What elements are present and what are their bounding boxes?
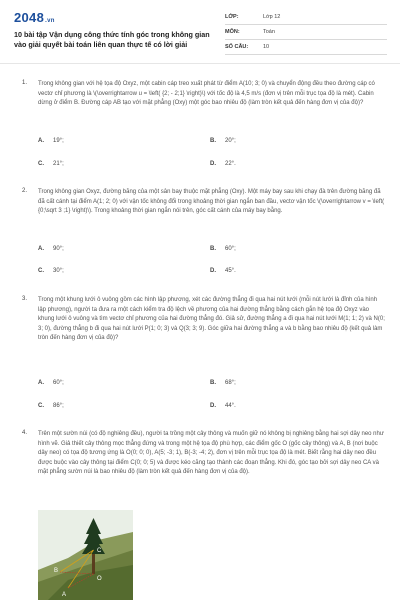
info-value: Lớp 12 xyxy=(263,14,281,20)
option-c[interactable]: C. 86°; xyxy=(38,403,64,409)
option-a[interactable]: A. 19°; xyxy=(38,138,64,144)
option-d[interactable]: D. 45°. xyxy=(210,268,236,274)
option-c[interactable]: C. 30°; xyxy=(38,268,64,274)
info-value: Toán xyxy=(263,29,275,35)
label-o: O xyxy=(97,576,102,582)
question-number: 2. xyxy=(22,188,28,194)
question-text: Trong không gian Oxyz, đường băng của một sân bay thuộc mặt phẳng (Oxy). Một máy bay sau khi chạy đà trên đường băng đã đã cất cánh tại điểm A(1; 2; 0) với vận tốc không đổi trong khoảng thời gian ngắn ban đầu, vectơ vận tốc \(\overrightarrow v = \left( {0;\sqrt 3 ;1} \right)\). Trong khoảng thời gian ngắn nói trên, góc cất cánh của máy bay bằng. xyxy=(38,189,385,214)
option-d[interactable]: D. 22°. xyxy=(210,161,236,167)
info-table xyxy=(225,10,387,55)
info-key: LỚP: xyxy=(225,14,239,20)
info-row-grade xyxy=(225,10,387,25)
option-c[interactable]: C. 21°; xyxy=(38,161,64,167)
info-key: MÔN: xyxy=(225,29,240,35)
question-text: Trên một sườn núi (có độ nghiêng đều), người ta trồng một cây thông và muốn giữ nó không bị nghiêng bằng hai sợi dây neo như hình vẽ. Giả thiết cây thông mọc thẳng đứng và trong một hệ tọa độ phù hợp, các điểm gốc O (gốc cây thông) và A, B (nơi buộc dây neo) có tọa độ tương ứng là O(0; 0; 0), A(5; -3; 1), B(-3; -4; 2), đơn vị trên mỗi trục tọa độ là mét. Biết rằng hai dây neo đều được buộc vào cây thông tại điểm C(0; 0; 5) và được kéo căng tạo thành các đoạn thẳng. Khi đó, góc tạo bởi sợi dây neo CA và mặt phẳng sườn núi là bao nhiêu độ (làm tròn kết quả đến hàng đơn vị của độ). xyxy=(38,431,384,475)
question-number: 4. xyxy=(22,430,28,436)
info-value: 10 xyxy=(263,44,270,50)
site-logo[interactable]: 2048.vn xyxy=(14,10,55,25)
label-b: B xyxy=(54,568,59,574)
question-text: Trong không gian với hệ tọa độ Oxyz, một cabin cáp treo xuất phát từ điểm A(10; 3; 0) và chuyển động đều theo đường cáp có vectơ chỉ phương là \(\overrightarrow u = \left( {2; - 2;1} \right)\) với tốc độ là 4,5 m/s (đơn vị trên mỗi trục tọa độ là mét). Cabin dừng ở điểm B. Đường cáp AB tạo với mặt phẳng (Oxy) một góc bao nhiêu độ (làm tròn kết quả đến hàng đơn vị của độ)? xyxy=(38,81,375,106)
option-b[interactable]: B. 60°; xyxy=(210,246,236,252)
document-title: 10 bài tập Vận dụng công thức tính góc trong không gian vào giải quyết bài toán liên quan thực tế có lời giải xyxy=(14,30,210,49)
mountain-tree-figure xyxy=(38,510,133,600)
page-header xyxy=(0,0,400,64)
info-key: SỐ CÂU: xyxy=(225,44,249,50)
info-row-count xyxy=(225,40,387,55)
label-c: C xyxy=(97,548,102,554)
option-b[interactable]: B. 68°; xyxy=(210,380,236,386)
info-row-subject xyxy=(225,25,387,40)
question-number: 3. xyxy=(22,296,28,302)
question-text: Trong một khung lưới ô vuông gồm các hình lập phương, xét các đường thẳng đi qua hai nút lưới (mỗi nút lưới là đỉnh của hình lập phương), người ta đưa ra một cách kiểm tra độ lệch về phương của hai đường thẳng bằng cách gắn hệ tọa độ Oxyz vào khung lưới ô vuông và tìm vectơ chỉ phương của hai đường thẳng đó. Giả sử, đường thẳng a đi qua hai nút lưới M(1; 1; 2) và N(0; 3; 0), đường thẳng b đi qua hai nút lưới P(1; 0; 3) và Q(3; 3; 9). Góc giữa hai đường thẳng a và b bằng bao nhiêu độ (kết quả làm tròn đến hàng đơn vị của độ)? xyxy=(38,297,385,341)
option-d[interactable]: D. 44°. xyxy=(210,403,236,409)
option-b[interactable]: B. 20°; xyxy=(210,138,236,144)
option-a[interactable]: A. 60°; xyxy=(38,380,64,386)
question-number: 1. xyxy=(22,80,28,86)
label-a: A xyxy=(62,592,67,598)
option-a[interactable]: A. 90°; xyxy=(38,246,64,252)
